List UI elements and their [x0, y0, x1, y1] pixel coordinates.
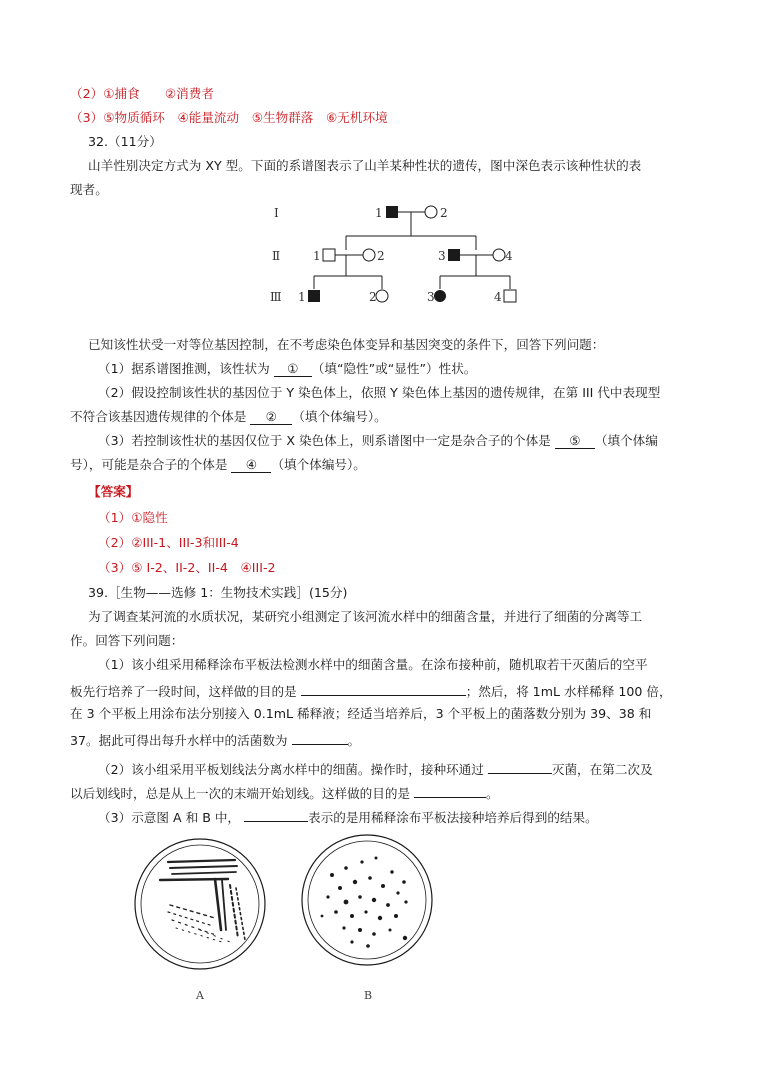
generation-III-label: Ⅲ	[270, 290, 282, 304]
q39-p2-line1: （2）该小组采用平板划线法分离水样中的细菌。操作时，接种环通过 灭菌，在第二次及	[98, 758, 653, 779]
answer-blank-4[interactable]: ④	[231, 457, 271, 473]
plate-a-label: A	[196, 989, 204, 1002]
q32-stem: 已知该性状受一对等位基因控制，在不考虑染色体变异和基因突变的条件下，回答下列问题：	[88, 337, 605, 352]
q39-p1-line4: 37。据此可得出每升水样中的活菌数为 。	[70, 729, 360, 750]
q39-header: 39.［生物——选修 1：生物技术实践］(15分)	[88, 585, 348, 600]
label-II-4: 4	[505, 249, 513, 263]
answer-blank-1[interactable]: ①	[274, 361, 312, 377]
generation-I-label: Ⅰ	[274, 206, 279, 220]
q39-p1-line3: 在 3 个平板上用涂布法分别接入 0.1mL 稀释液；经适当培养后，3 个平板上的菌落数分别为 39、38 和	[70, 706, 652, 721]
q32-header: 32.（11分）	[88, 134, 162, 149]
answer-label: 【答案】	[88, 484, 139, 499]
answer-2: （2）②III-1、III-3和III-4	[98, 535, 239, 550]
answer-3: （3）⑤ I-2、II-2、II-4 ④III-2	[98, 560, 276, 575]
q32-intro-line2: 现者。	[70, 182, 108, 197]
label-I-2: 2	[440, 206, 448, 220]
answer-blank-5[interactable]: ⑤	[555, 433, 595, 449]
prev-answer-2: （2）①捕食 ②消费者	[70, 86, 214, 101]
prev-answer-3: （3）⑤物质循环 ④能量流动 ⑤生物群落 ⑥无机环境	[70, 110, 388, 125]
q39-p1-line1: （1）该小组采用稀释涂布平板法检测水样中的细菌含量。在涂布接种前，随机取若干灭菌后的空平	[98, 657, 648, 672]
label-I-1: 1	[375, 206, 383, 220]
plate-b-label: B	[364, 989, 373, 1002]
label-II-3: 3	[438, 249, 446, 263]
q39-intro-line2: 作。回答下列问题：	[70, 633, 184, 648]
q32-intro-line1: 山羊性别决定方式为 XY 型。下面的系谱图表示了山羊某种性状的遗传，图中深色表示该种性状的表	[88, 158, 642, 173]
plate-a	[135, 839, 265, 969]
label-III-2: 2	[369, 290, 377, 304]
answer-blank-2[interactable]: ②	[250, 409, 292, 425]
q32-sub2-line1: （2）假设控制该性状的基因位于 Y 染色体上，依照 Y 染色体上基因的遗传规律，在第 III 代中表现型	[98, 385, 661, 400]
q39-intro-line1: 为了调查某河流的水质状况，某研究小组测定了该河流水样中的细菌含量，并进行了细菌的分离等工	[88, 609, 643, 624]
label-III-4: 4	[494, 290, 502, 304]
label-II-1: 1	[313, 249, 321, 263]
q39-p1-line2: 板先行培养了一段时间，这样做的目的是 ；然后，将 1mL 水样稀释 100 倍，	[70, 680, 672, 701]
label-II-2: 2	[377, 249, 385, 263]
q39-p3: （3）示意图 A 和 B 中， 表示的是用稀释涂布平板法接种培养后得到的结果。	[98, 806, 598, 827]
q32-sub3-line1: （3）若控制该性状的基因仅位于 X 染色体上，则系谱图中一定是杂合子的个体是 ⑤ （填个体编	[98, 433, 658, 448]
generation-II-label: Ⅱ	[272, 249, 281, 263]
plate-b	[302, 835, 432, 965]
q32-sub1: （1）据系谱图推测，该性状为 ① （填“隐性”或“显性”）性状。	[98, 361, 477, 376]
label-III-1: 1	[298, 290, 306, 304]
q32-sub3-line2: 号），可能是杂合子的个体是 ④ （填个体编号）。	[70, 457, 366, 472]
label-III-3: 3	[427, 290, 435, 304]
q39-p2-line2: 以后划线时，总是从上一次的末端开始划线。这样做的目的是 。	[70, 782, 499, 803]
q32-sub2-line2: 不符合该基因遗传规律的个体是 ② （填个体编号）。	[70, 409, 387, 424]
answer-1: （1）①隐性	[98, 510, 168, 525]
